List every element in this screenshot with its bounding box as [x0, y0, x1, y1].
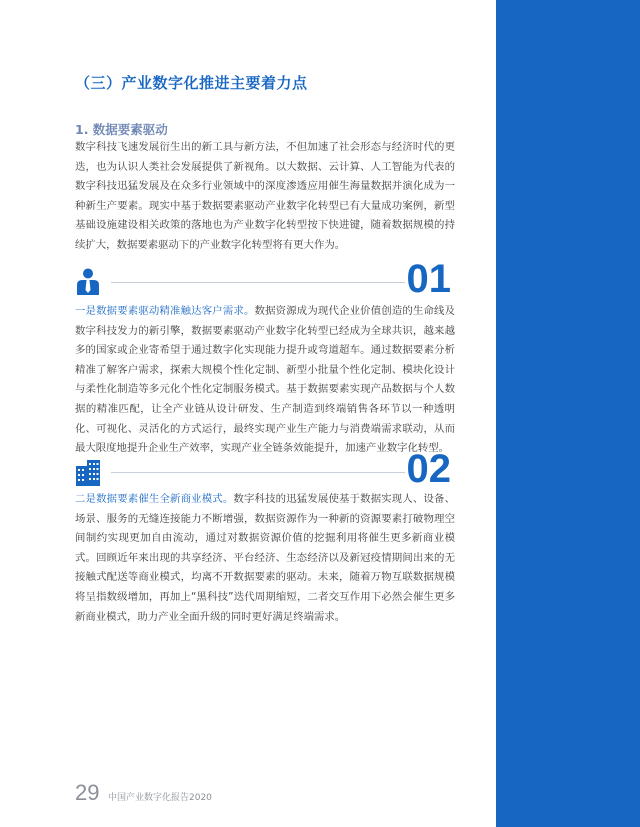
- intro-paragraph: 数字科技飞速发展衍生出的新工具与新方法，不但加速了社会形态与经济时代的更迭，也为认识人类社会发展提供了新视角。以大数据、云计算、人工智能为代表的数字科技迅猛发展及在众多行业领域中的深度渗透应用催生海量数据并演化成为一种新生产要素。现实中基于数据要素驱动产业数字化转型已有大量成功案例，新型基础设施建设相关政策的落地也为产业数字化转型按下快进键，随着数据规模的持续扩大，数据要素驱动下的产业数字化转型将有更大作为。: [75, 141, 455, 251]
- point-marker-02: [75, 447, 455, 492]
- buildings-icon: [75, 458, 101, 486]
- point-lead: 一是数据要素驱动精准触达客户需求。: [75, 305, 255, 317]
- page-number: 29: [75, 780, 100, 805]
- point-lead: 二是数据要素催生全新商业模式。: [75, 493, 234, 505]
- divider-line: [111, 282, 405, 283]
- divider-line: [111, 472, 405, 473]
- point-marker-01: [75, 257, 455, 302]
- subsection-title: 1. 数据要素驱动: [75, 122, 168, 137]
- point-paragraph-02: [75, 490, 455, 627]
- person-icon: [75, 268, 101, 296]
- report-name: 中国产业数字化报告2020: [108, 793, 212, 803]
- section-title: （三）产业数字化推进主要着力点: [75, 74, 308, 92]
- point-paragraph-01: [75, 302, 455, 459]
- point-number: 02: [406, 447, 451, 491]
- point-text: 数据资源成为现代企业价值创造的生命线及数字科技发力的新引擎，数据要素驱动产业数字化转型已经成为全球共识，越来越多的国家或企业寄希望于通过数字化实现能力提升或弯道超车。通过数据要素分析精准了解客户需求，探索大规模个性化定制、新型小批量个性化定制、模块化设计与柔性化制造等多元化个性化定制服务模式。基于数据要素实现产品数据与个人数据的精准匹配，让全产业链从设计研发、生产制造到终端销售各环节以一种透明化、可视化、灵活化的方式运行，最终实现产业生产能力与消费端需求联动，从而最大限度地提升企业生产效率，实现产业全链条效能提升，加速产业数字化转型。: [75, 305, 456, 455]
- point-text: 数字科技的迅猛发展使基于数据实现人、设备、场景、服务的无缝连接能力不断增强，数据资源作为一种新的资源要素打破物理空间制约实现更加自由流动，通过对数据资源价值的挖掘利用将催生更多新商业模式。回顾近年来出现的共享经济、平台经济、生态经济以及新冠疫情期间出来的无接触式配送等商业模式，均离不开数据要素的驱动。未来，随着万物互联数据规模将呈指数级增加，再加上“黑科技”迭代周期缩短，二者交互作用下必然会催生更多新商业模式，助力产业全面升级的同时更好满足终端需求。: [75, 493, 456, 623]
- blue-sidebar-band: [496, 0, 640, 827]
- point-number: 01: [406, 257, 451, 301]
